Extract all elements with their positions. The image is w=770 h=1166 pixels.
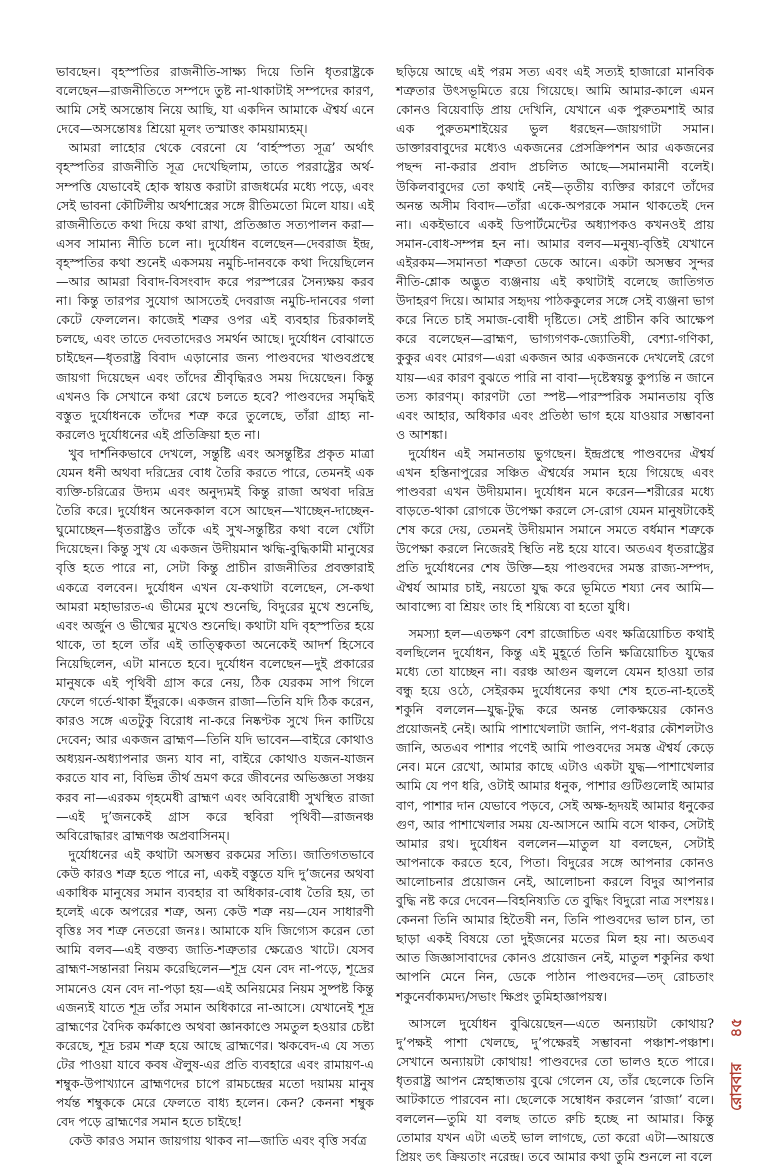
paragraph: কেউ কারও সমান জায়গায় থাকব না—জাতি এবং বৃত্তি সর্বত্র [68, 1133, 367, 1149]
magazine-name: রোববার [727, 1062, 745, 1111]
left-column [56, 62, 374, 1150]
page-footer [723, 1018, 748, 1111]
paragraph: দুর্যোধন এই সমানতায় ভুগছেন। ইন্দ্রপ্রস্থে পাণ্ডবদের ঐশ্বর্য এখন হস্তিনাপুরের সঞ্চিত ঐশ্বর্যের সমান হয়ে গিয়েছে এবং পাণ্ডবরা এখন উদীয়মান। দুর্যোধন মনে করেন—শরীরের মধ্যে বাড়তে-থাকা রোগকে উপেক্ষা করলে সে-রোগ যেমন মানুষটাকেই শেষ করে দেয়, তেমনই উদীয়মান সমানে সমতে বর্ধমান শত্রুকে উপেক্ষা করলে নিজেরই স্থিতি নষ্ট হয়ে যাবে। অতএব ধৃতরাষ্ট্রের প্রতি দুর্যোধনের শেষ উক্তি—হয় পাণ্ডবদের সমস্ত রাজ্য-সম্পদ, ঐশ্বর্য আমার চাই, নয়তো যুদ্ধ করে ভূমিতে শয্যা নেব আমি—আবাপ্স্যে বা শ্রিয়ং তাং হি শয়িষ্যে বা হতো যুধি। [396, 445, 714, 614]
paragraph: দুর্যোধনের এই কথাটা অসম্ভব রকমের সত্যি। জাতিগতভাবে কেউ কারও শত্রু হতে পারে না, একই বস্তুতে যদি দু’জনের অথবা একাধিক মানুষের সমান ব্যবহার বা অধিকার-বোধ তৈরি হয়, তা হলেই একে অপরের শত্রু, অন্য কেউ শত্রু নয়—যেন সাধারণী বৃত্তিঃ সব শত্রু নেতরো জনঃ। আমাকে যদি জিগ্যেস করেন তো আমি বলব—এই বক্তব্য জাতি-শত্রুতার ক্ষেত্রেও খাটে। যেসব ব্রাহ্মণ-সন্তানরা নিয়ম করেছিলেন—শূদ্র যেন বেদ না-পড়ে, শূদ্রের সামনেও যেন বেদ না-পড়া হয়—এই অনিয়মের নিয়ম সুষ্পষ্ট কিন্তু এজন্যই যাতে শূদ্র তাঁর সমান অধিকারে না-আসে। যেখানেই শূদ্র ব্রাহ্মণের বৈদিক কর্মকাণ্ডে অথবা জ্ঞানকাণ্ডে সমতুল হওয়ার চেষ্টা করেছে, শূদ্র চরম শত্রু হয়ে আছে ব্রাহ্মণের। ঋকবেদ-এ যে সত্য টের পাওয়া যাবে কবষ ঐলুষ-এর প্রতি ব্যবহারে এবং রামায়ণ-এ শম্বুক-উপাখ্যানে ব্রাহ্মণদের চাপে রামচন্দ্রের মতো দয়াময় মানুষ পর্যন্ত শম্বুককে মেরে ফেলতে বাধ্য হলেন। কেন? কেননা শম্বুক বেদ পড়ে ব্রাহ্মণের সমান হতে চাইছে! [56, 846, 374, 1130]
page-number: ৪৫ [727, 1018, 745, 1038]
right-column [396, 62, 714, 1166]
paragraph: আসলে দুর্যোধন বুঝিয়েছেন—এতে অন্যায়টা কোথায়? দু’পক্ষই পাশা খেলছে, দু’পক্ষেরই সম্ভাবনা পঞ্চাশ-পঞ্চাশ। সেখানে অন্যায়টা কোথায়! পাণ্ডবদের তো ভালও হতে পারে। ধৃতরাষ্ট্র আপন স্নেহান্ধতায় বুঝে গেলেন যে, তাঁর ছেলেকে তিনি আটকাতে পারবেন না। ছেলেকে সম্বোধন করলেন ‘রাজা’ বলে। বললেন—তুমি যা বলছ তাতে রুচি হচ্ছে না আমার। কিন্তু তোমার যখন এটা এতই ভাল লাগছে, তো করো এটা—আয়ত্তে প্রিয়ং তৎ ক্রিয়তাং নরেন্দ্র। তবে আমার কথা তুমি শুনলে না বলে [396, 1015, 714, 1165]
paragraph: ছড়িয়ে আছে এই পরম সত্য এবং এই সত্যই হাজারো মানবিক শত্রুতার উৎসভূমিতে রয়ে গিয়েছে। আমি আমার-কালে এমন কোনও বিয়েবাড়ি প্রায় দেখিনি, যেখানে এক পুরুতমশাই আর এক পুরুতমশাইয়ের ভুল ধরছেন—জায়গাটা সমান। ডাক্তারবাবুদের মধ্যেও একজনের প্রেসক্রিপশন আর একজনের পছন্দ না-করার প্রবাদ প্রচলিত আছে—সমানমানী বলেই। উকিলবাবুদের তো কথাই নেই—তৃতীয় ব্যক্তির কারণে তাঁদের অনন্ত অসীম বিবাদ—তাঁরা একে-অপরকে সমান থাকতেই দেন না। একইভাবে একই ডিপার্টমেন্টের অধ্যাপকও কখনওই প্রায় সমান-বোধ-সম্পন্ন হন না। আমার বলব—মনুষ্য-বৃত্তিই যেখানে এইরকম—সমানতা শত্রুতা ডেকে আনে। একটা অসম্ভব সুন্দর নীতি-শ্লোক অদ্ভুত ব্যঞ্জনায় এই কথাটাই বলেছে জাতিগত উদাহরণ দিয়ে। আমার সহৃদয় পাঠককুলের সঙ্গে সেই ব্যঞ্জনা ভাগ করে নিতে চাই সমাজ-বোধী দৃষ্টিতে। সেই প্রাচীন কবি আক্ষেপ করে বলেছেন—ব্রাহ্মণ, ভাগ্যগণক-জ্যোতিষী, বেশ্যা-গণিকা, কুকুর এবং মোরগ—এরা একজন আর একজনকে দেখলেই রেগে যায়—এর কারণ বুঝতে পারি না বাবা—দৃষ্টেস্বয়ন্তু কুপ্যন্তি ন জানে তস্য কারণম্‌। কারণটা তো স্পষ্ট—পারস্পরিক সমানতায় বৃত্তি এবং আহার, অধিকার এবং প্রতিষ্ঠা ভাগ হয়ে যাওয়ার সম্ভাবনা ও আশঙ্কা। [396, 64, 715, 442]
paragraph: আমরা লাহোর থেকে বেরনো যে ‘বার্হস্পত্য সূত্র’ অর্থাৎ বৃহস্পতির রাজনীতি সূত্র দেখেছিলাম, তাতে পররাষ্ট্রের অর্থ-সম্পত্তি যেভাবেই হোক স্বায়ত্ত করাটা রাজধর্মের মধ্যে পড়ে, এবং সেই ভাবনা কৌটিলীয় অর্থশাস্ত্রের সঙ্গে রীতিমতো মিলে যায়। এই রাজনীতিতে কথা দিয়ে কথা রাখা, প্রতিজ্ঞাত সত্যপালন করা—এসব সামান্য নীতি চলে না। দুর্যোধন বলেছেন—দেবরাজ ইন্দ্র, বৃহস্পতির কথা শুনেই একসময় নমুচি-দানবকে কথা দিয়েছিলেন—আর আমরা বিবাদ-বিসংবাদ করে পরস্পরের সৈন্যক্ষয় করব না। কিন্তু তারপর সুযোগ আসতেই দেবরাজ নমুচি-দানবের গলা কেটে ফেললেন। কাজেই শত্রুর ওপর এই ব্যবহার চিরকালই চলছে, এবং তাতে দেবতাদেরও সমর্থন আছে। দুর্যোধন বোঝাতে চাইছেন—ধৃতরাষ্ট্র বিবাদ এড়ানোর জন্য পাণ্ডবদের খাণ্ডবপ্রস্থে জায়গা দিয়েছেন এবং তাঁদের শ্রীবৃদ্ধিরও সময় দিয়েছেন। কিন্তু এখনও কি সেখানে কথা রেখে চলতে হবে? পাণ্ডবদের সমৃদ্ধিই বস্তুত দুর্যোধনকে তাঁদের শত্রু করে তুলেছে, তাঁরা গ্রাহ্য না-করলেও দুর্যোধনের এই প্রতিক্রিয়া হত না। [56, 140, 374, 442]
paragraph: ভাবছেন। বৃহস্পতির রাজনীতি-সাক্ষ্য দিয়ে তিনি ধৃতরাষ্ট্রকে বলেছেন—রাজনীতিতে সম্পদে তুষ্ট না-থাকাটাই সম্পদের কারণ, আমি সেই অসন্তোষ নিয়ে আছি, যা একদিন আমাকে ঐশ্বর্য এনে দেবে—অসন্তোষঃ শ্রিয়ো মূলং তস্মাত্তং কাময়াম্যহম্‌। [56, 64, 374, 137]
paragraph: খুব দার্শনিকভাবে দেখলে, সন্তুষ্টি এবং অসন্তুষ্টির প্রকৃত মাত্রা যেমন ধনী অথবা দরিদ্রের বোধ তৈরি করতে পারে, তেমনই এক ব্যক্তি-চরিত্রের উদ্যম এবং অনুদ্যমই কিন্তু রাজা অথবা দরিদ্র তৈরি করে। দুর্যোধন অনেককাল বসে আছেন—খাচ্ছেন-দাচ্ছেন-ঘুমোচ্ছেন—ধৃতরাষ্ট্রও তাঁকে এই সুখ-সন্তুষ্টির কথা বলে খোঁটা দিয়েছেন। কিন্তু সুখ যে একজন উদীয়মান ঋদ্ধি-বুদ্ধিকামী মানুষের বৃত্তি হতে পারে না, সেটা কিন্তু প্রাচীন রাজনীতির প্রবক্তারাই একত্রে বলবেন। দুর্যোধন এখন যে-কথাটা বলেছেন, সে-কথা আমরা মহাভারত-এ ভীমের মুখে শুনেছি, বিদুরের মুখে শুনেছি, এবং অর্জুন ও ভীষ্মের মুখেও শুনেছি। কথাটা যদি বৃহস্পতির হয়ে থাকে, তা হলে তাঁর এই তাত্ত্বিকতা অনেকেই আদর্শ হিসেবে নিয়েছিলেন, এটা মানতে হবে। দুর্যোধন বলেছেন—দুই প্রকারের মানুষকে এই পৃথিবী গ্রাস করে নেয়, ঠিক যেরকম সাপ গিলে ফেলে গর্তে-থাকা ইঁদুরকে। একজন রাজা—তিনি যদি ঠিক করেন, কারও সঙ্গে এতটুকু বিরোধ না-করে নিষ্কণ্টক সুখে দিন কাটিয়ে দেবেন; আর একজন ব্রাহ্মণ—তিনি যদি ভাবেন—বাইরে কোথাও অধ্যয়ন-অধ্যাপনার জন্য যাব না, বাইরে কোথাও যজন-যাজন করতে যাব না, বিভিন্ন তীর্থ ভ্রমণ করে জীবনের অভিজ্ঞতা সঞ্চয় করব না—এরকম গৃহমেধী ব্রাহ্মণ এবং অবিরোধী সুখস্থিত রাজা—এই দু’জনকেই গ্রাস করে স্থবিরা পৃথিবী—রাজনঞ্চ অবিরোদ্ধারং ব্রাহ্মণঞ্চ অপ্রবাসিনম্‌। [56, 445, 375, 843]
paragraph: সমস্যা হল—এতক্ষণ বেশ রাজোচিত এবং ক্ষত্রিয়োচিত কথাই বলছিলেন দুর্যোধন, কিন্তু এই মুহূর্তে তিনি ক্ষত্রিয়োচিত যুদ্ধের মধ্যে তো যাচ্ছেন না। বরঞ্চ আগুন জ্বললে যেমন হাওয়া তার বন্ধু হয়ে ওঠে, সেইরকম দুর্যোধনের কথা শেষ হতে-না-হতেই শকুনি বললেন—যুদ্ধ-টুদ্ধ করে অনন্ত লোকক্ষয়ের কোনও প্রয়োজনই নেই। আমি পাশাখেলাটা জানি, পণ-ধরার কৌশলটাও জানি, অতএব পাশার পণেই আমি পাণ্ডবদের সমস্ত ঐশ্বর্য কেড়ে নেব। মনে রেখো, আমার কাছে এটাও একটা যুদ্ধ—পাশাখেলার আমি যে পণ ধরি, ওটাই আমার ধনুক, পাশার গুটিগুলোই আমার বাণ, পাশার দান যেভাবে পড়বে, সেই অক্ষ-হৃদয়ই আমার ধনুকের গুণ, আর পাশাখেলার সময় যে-আসনে আমি বসে থাকব, সেটাই আমার রথ। দুর্যোধন বললেন—মাতুল যা বলছেন, সেটাই আপনাকে করতে হবে, পিতা। বিদুরের সঙ্গে আপনার কোনও আলোচনার প্রয়োজন নেই, আলোচনা করলে বিদুর আপনার বুদ্ধি নষ্ট করে দেবেন—বিহনিষ্যতি তে বুদ্ধিং বিদুরো নাত্র সংশয়ঃ। কেননা তিনি আমার হিতৈষী নন, তিনি পাণ্ডবদের ভাল চান, তা ছাড়া একই বিষয়ে তো দুইজনের মতের মিল হয় না। অতএব আত জিজ্ঞাসাবাদের কোনও প্রয়োজন নেই, মাতুল শকুনির কথা আপনি মেনে নিন, ডেকে পাঠান পাণ্ডবদের—তদ্‌ রোচতাং শকুনের্বাক্যমদ্য/সভাং ক্ষিপ্রং তুমিহাজ্ঞাপয়স্ব। [396, 625, 714, 1004]
